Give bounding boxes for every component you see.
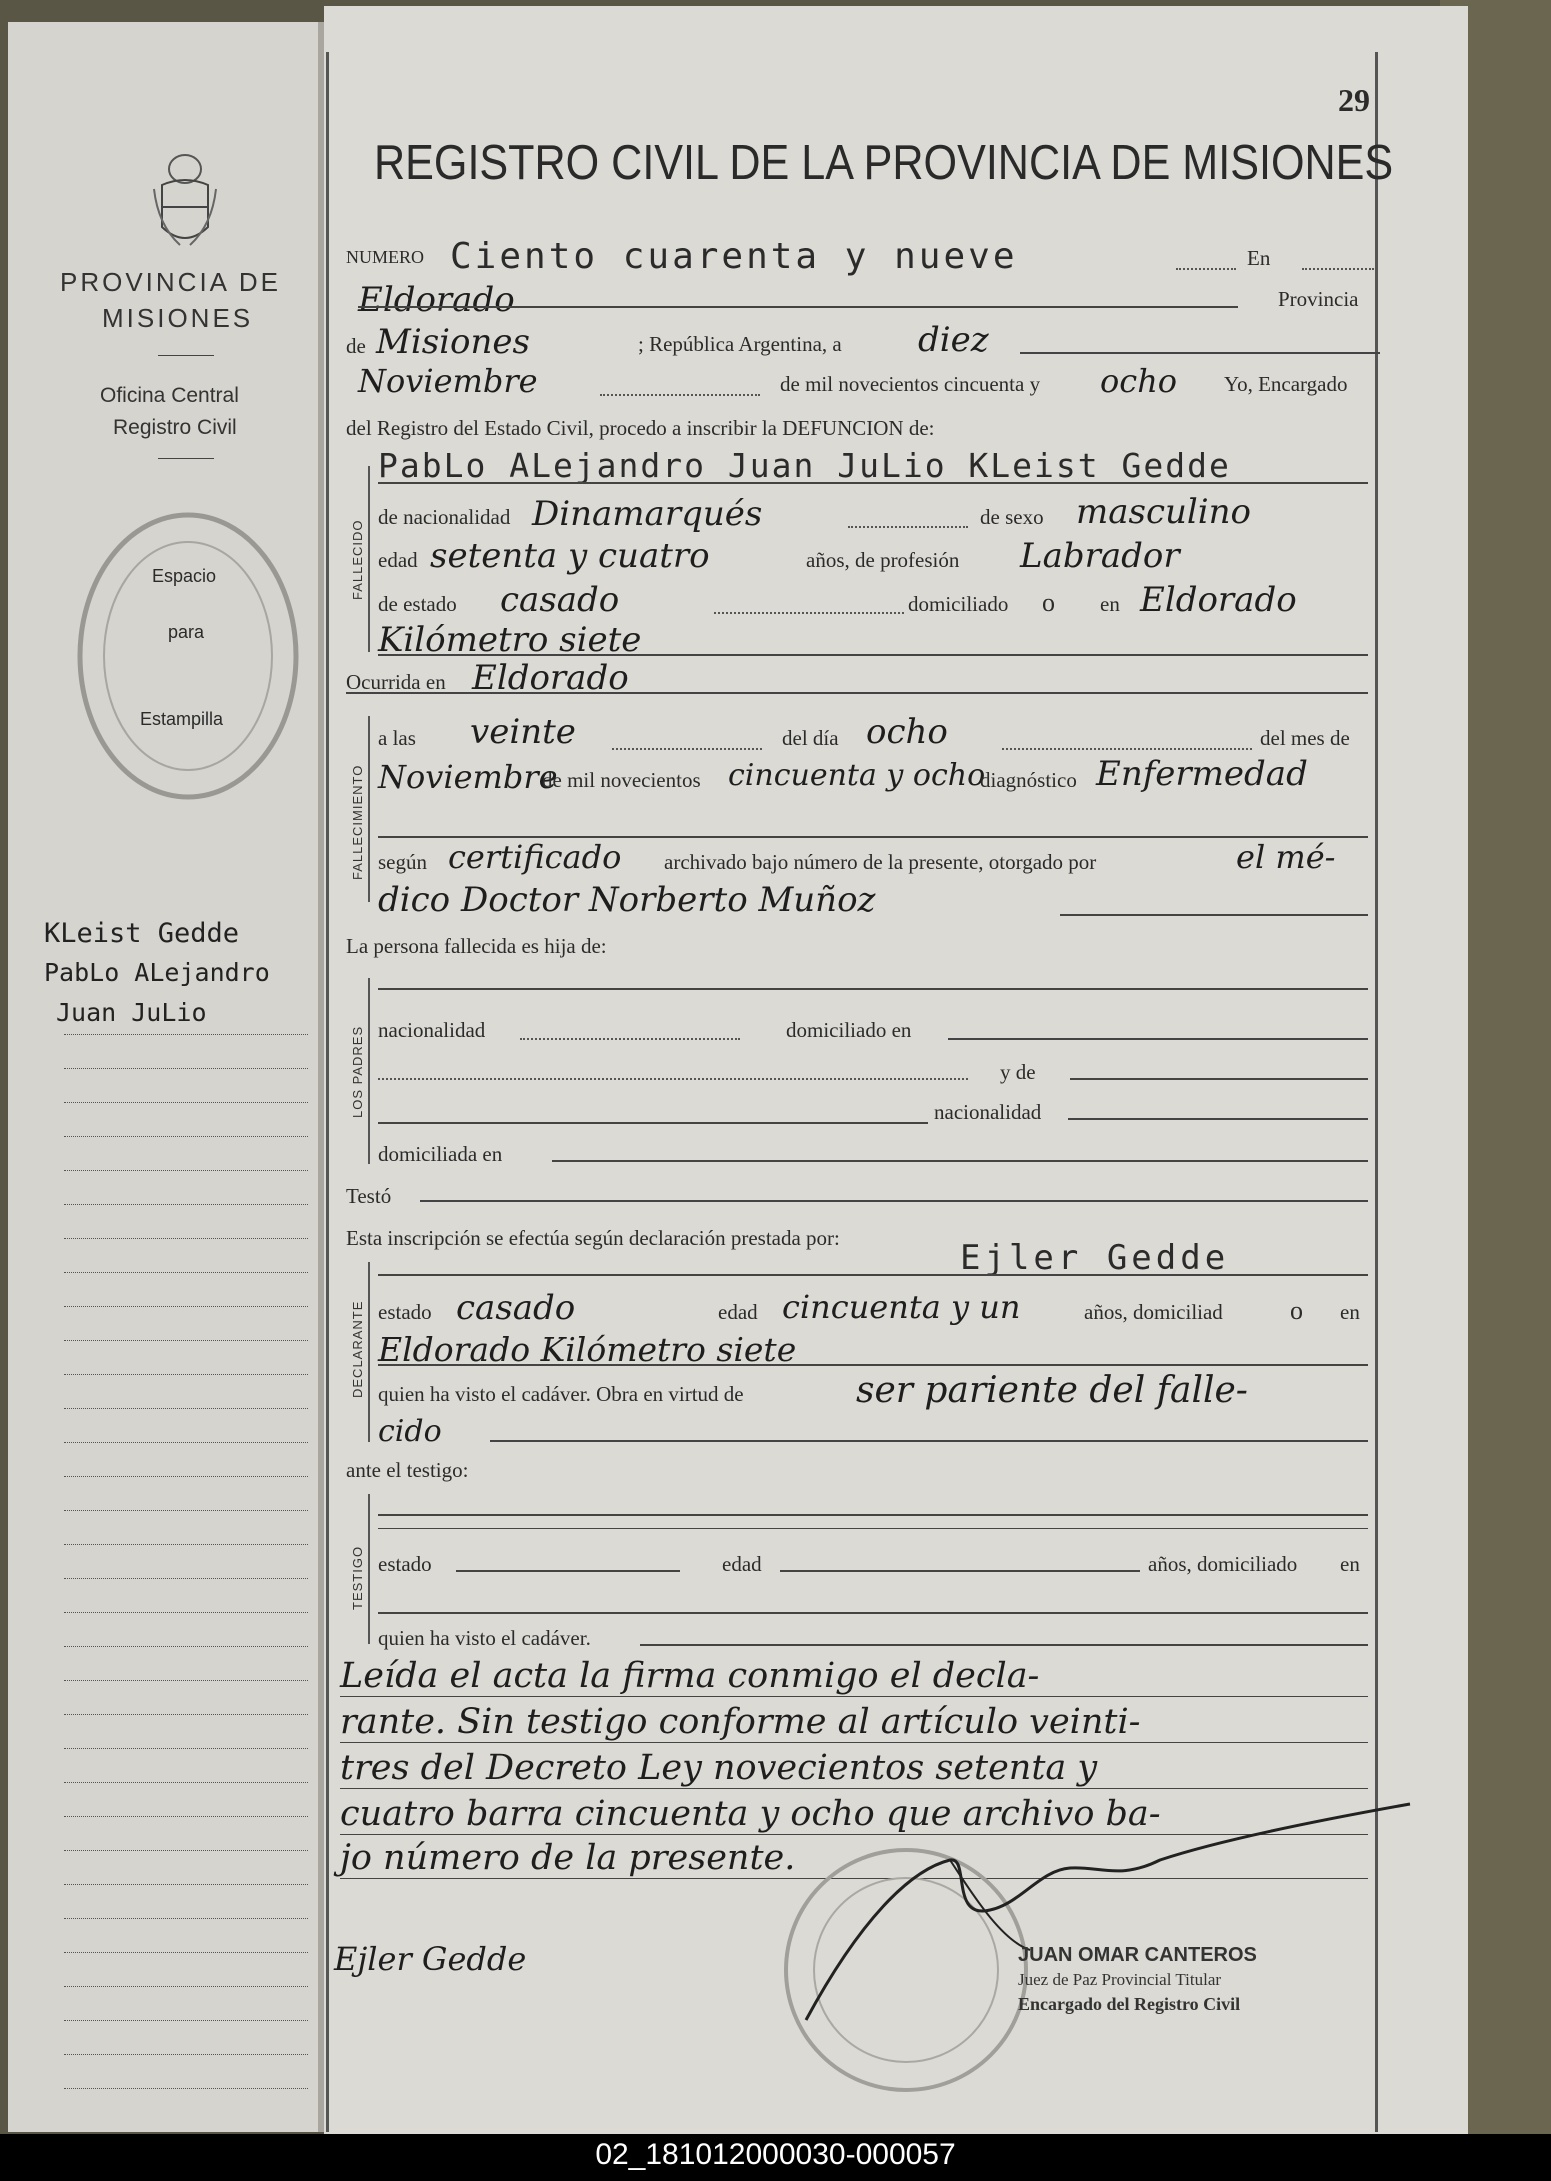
margin-ruled-line (64, 1238, 308, 1239)
diagnostico-value: Enfermedad (1096, 754, 1308, 794)
fallecido-side-label: FALLECIDO (350, 519, 365, 600)
fallecido-name: PabLo ALejandro Juan JuLio KLeist Gedde (378, 446, 1231, 485)
section-bracket (368, 1262, 370, 1442)
blank-line (378, 1612, 1368, 1614)
section-bracket (368, 978, 370, 1164)
edad-label: edad (378, 548, 418, 572)
blank-line (378, 1364, 1368, 1366)
blank-line (378, 654, 1368, 656)
lugar-value: Eldorado (358, 280, 515, 320)
domiciliado-o: o (1042, 588, 1055, 617)
mes-value: Noviembre (358, 362, 538, 400)
padres-nac2-label: nacionalidad (934, 1100, 1042, 1124)
stamp-text: Espacio (152, 566, 217, 586)
ocurrida-value: Eldorado (472, 658, 629, 698)
domicilio-value: Eldorado (1140, 580, 1297, 620)
margin-ruled-line (64, 1340, 308, 1341)
province-label: PROVINCIA DE (60, 267, 281, 297)
margin-ruled-line (64, 1306, 308, 1307)
leida-line: jo número de la presente. (340, 1838, 796, 1878)
inscripcion-label: Esta inscripción se efectúa según declaración prestada por: (346, 1226, 840, 1250)
juez-name: JUAN OMAR CANTEROS (1018, 1944, 1257, 1966)
margin-ruled-line (64, 1612, 308, 1613)
republica-label: ; República Argentina, a (638, 332, 842, 356)
del-mes-label: del mes de (1260, 726, 1350, 750)
blank-line (346, 692, 1368, 694)
domiciliado-label: domiciliado (908, 592, 1009, 616)
anio2-value: cincuenta y ocho (728, 758, 986, 793)
leida-line: Leída el acta la firma conmigo el decla- (340, 1656, 1040, 1696)
decl-domicilio: Eldorado Kilómetro siete (378, 1330, 797, 1369)
margin-name: KLeist Gedde (44, 918, 240, 949)
margin-ruled-line (64, 1374, 308, 1375)
certificado-value: certificado (448, 838, 622, 876)
encargado-label: Yo, Encargado (1224, 372, 1348, 396)
blank-line (848, 526, 968, 528)
anios-prof-label: años, de profesión (806, 548, 960, 572)
margin-ruled-line (64, 1204, 308, 1205)
blank-line (340, 1788, 1368, 1789)
margin-ruled-line (64, 1850, 308, 1851)
segun-label: según (378, 850, 427, 874)
ante-label: ante el testigo: (346, 1458, 469, 1482)
margin-ruled-line (64, 1272, 308, 1273)
decl-edad-value: cincuenta y un (782, 1288, 1021, 1326)
test-en-label: en (1340, 1552, 1360, 1576)
blank-line (1070, 1078, 1368, 1080)
margin-ruled-line (64, 1136, 308, 1137)
blank-line (600, 394, 760, 396)
declarante-side-label: DECLARANTE (350, 1300, 365, 1398)
margin-ruled-line (64, 2088, 308, 2089)
en-label: En (1247, 246, 1271, 270)
hora-value: veinte (470, 712, 576, 752)
blank-line (1060, 914, 1368, 916)
blank-line (378, 988, 1368, 990)
blank-line (948, 1038, 1368, 1040)
blank-line (420, 1200, 1368, 1202)
del-dia-label: del día (782, 726, 839, 750)
padres-nac-label: nacionalidad (378, 1018, 486, 1042)
margin-ruled-line (64, 1918, 308, 1919)
margin-ruled-line (64, 1884, 308, 1885)
margin-ruled-line (64, 1782, 308, 1783)
de-label: de (346, 334, 366, 358)
office-label-2: Registro Civil (113, 416, 237, 439)
margin-ruled-line (64, 1068, 308, 1069)
numero-label: NUMERO (346, 247, 425, 267)
office-label: Oficina Central (100, 384, 239, 407)
decl-anios-label: años, domiciliad (1084, 1300, 1223, 1324)
nacionalidad-label: de nacionalidad (378, 505, 511, 529)
margin-ruled-line (64, 1408, 308, 1409)
provincia-label: Provincia (1278, 287, 1359, 311)
firma-declarante: Ejler Gedde (334, 1940, 527, 1978)
profesion-value: Labrador (1020, 536, 1180, 576)
sexo-value: masculino (1076, 492, 1252, 532)
blank-line (378, 1528, 1368, 1529)
decl-en-label: en (1340, 1300, 1360, 1324)
ocurrida-label: Ocurrida en (346, 670, 446, 694)
margin-ruled-line (64, 1476, 308, 1477)
y-de-label: y de (1000, 1060, 1036, 1084)
section-bracket (368, 716, 370, 902)
test-quien-label: quien ha visto el cadáver. (378, 1626, 591, 1650)
blank-line (340, 1696, 1368, 1697)
margin-ruled-line (64, 1442, 308, 1443)
blank-line (456, 1570, 680, 1572)
stamp-seal (75, 510, 301, 802)
blank-line (490, 1440, 1368, 1442)
blank-line (612, 748, 762, 750)
stamp-text: Estampilla (140, 709, 224, 729)
margin-ruled-line (64, 1952, 308, 1953)
hija-label: La persona fallecida es hija de: (346, 934, 607, 958)
testo-label: Testó (346, 1184, 392, 1208)
decl-edad-label: edad (718, 1300, 758, 1324)
margin-ruled-line (64, 1170, 308, 1171)
nacionalidad-value: Dinamarqués (532, 494, 763, 534)
province-label-2: MISIONES (102, 303, 254, 333)
quien-label: quien ha visto el cadáver. Obra en virtud de (378, 1382, 744, 1406)
mes2-value: Noviembre (378, 758, 558, 796)
margin-ruled-line (64, 2054, 308, 2055)
divider (158, 355, 214, 356)
blank-line (1176, 268, 1236, 270)
blank-line (358, 306, 1238, 308)
decl-estado-label: estado (378, 1300, 432, 1324)
declarante-name: Ejler Gedde (960, 1238, 1230, 1278)
blank-line (640, 1644, 1368, 1646)
margin-name: Juan JuLio (56, 998, 207, 1027)
mil-label: de mil novecientos cincuenta y (780, 372, 1041, 396)
juez-title-2: Encargado del Registro Civil (1018, 1994, 1241, 2014)
margin-ruled-line (64, 1816, 308, 1817)
a-las-label: a las (378, 726, 416, 750)
blank-line (520, 1038, 740, 1040)
margin-ruled-line (64, 1578, 308, 1579)
juez-title: Juez de Paz Provincial Titular (1018, 1970, 1222, 1989)
test-anios-label: años, domiciliado (1148, 1552, 1298, 1576)
coat-of-arms-icon (150, 145, 220, 255)
obra-value-2: cido (378, 1414, 442, 1449)
otorgado-value-2: dico Doctor Norberto Muñoz (378, 880, 876, 920)
form-title: REGISTRO CIVIL DE LA PROVINCIA DE MISIONES (374, 136, 1394, 190)
blank-line (780, 1570, 1140, 1572)
anio-value: ocho (1100, 362, 1178, 400)
archivado-label: archivado bajo número de la presente, otorgado por (664, 850, 1097, 874)
section-bracket (368, 466, 370, 652)
provincia-value: Misiones (376, 322, 530, 362)
leida-line: rante. Sin testigo conforme al artículo veinti- (340, 1702, 1141, 1742)
leida-line: tres del Decreto Ley novecientos setenta y (340, 1748, 1098, 1788)
sexo-label: de sexo (980, 505, 1044, 529)
del-registro-text: del Registro del Estado Civil, procedo a inscribir la DEFUNCION de: (346, 416, 935, 440)
decl-estado-value: casado (456, 1288, 576, 1328)
en-label-2: en (1100, 592, 1120, 616)
blank-line (1002, 748, 1252, 750)
fallecimiento-side-label: FALLECIMIENTO (350, 764, 365, 880)
testigo-side-label: TESTIGO (350, 1545, 365, 1610)
image-caption: 02_181012000030-000057 (595, 2138, 956, 2171)
dia-value: diez (918, 320, 989, 360)
blank-line (340, 1742, 1368, 1743)
blank-line (714, 612, 904, 614)
margin-ruled-line (64, 1544, 308, 1545)
margin-ruled-line (64, 1034, 308, 1035)
divider (158, 458, 214, 459)
de-mil-label: de mil novecientos (542, 768, 701, 792)
blank-line (1068, 1118, 1368, 1120)
blank-line (552, 1160, 1368, 1162)
margin-ruled-line (64, 1646, 308, 1647)
decl-o: o (1290, 1296, 1303, 1325)
page-border (326, 52, 329, 2132)
padres-side-label: LOS PADRES (350, 1025, 365, 1118)
estado-label: de estado (378, 592, 457, 616)
dia2-value: ocho (866, 712, 948, 752)
domiciliada-label: domiciliada en (378, 1142, 503, 1166)
margin-name: PabLo ALejandro (44, 958, 270, 987)
margin-ruled-line (64, 1510, 308, 1511)
obra-value: ser pariente del falle- (856, 1370, 1248, 1411)
blank-line (378, 1078, 968, 1080)
margin-ruled-line (64, 1986, 308, 1987)
margin-ruled-line (64, 2020, 308, 2021)
margin-ruled-line (64, 1714, 308, 1715)
padres-dom-label: domiciliado en (786, 1018, 912, 1042)
estado-value: casado (500, 580, 620, 620)
otorgado-value: el mé- (1236, 838, 1336, 876)
test-edad-label: edad (722, 1552, 762, 1576)
blank-line (378, 482, 1368, 484)
diagnostico-label: diagnóstico (980, 768, 1077, 792)
section-bracket (368, 1494, 370, 1644)
margin-ruled-line (64, 1680, 308, 1681)
blank-line (378, 1274, 1368, 1276)
page-number: 29 (1338, 82, 1370, 118)
margin-ruled-line (64, 1102, 308, 1103)
blank-line (378, 1122, 928, 1124)
blank-line (378, 1514, 1368, 1516)
blank-line (1020, 352, 1380, 354)
leida-line: cuatro barra cincuenta y ocho que archivo ba- (340, 1794, 1161, 1834)
numero-value: Ciento cuarenta y nueve (450, 236, 1018, 277)
stamp-text: para (168, 622, 205, 642)
domicilio-value-2: Kilómetro siete (378, 620, 642, 660)
margin-ruled-line (64, 1748, 308, 1749)
test-estado-label: estado (378, 1552, 432, 1576)
edad-value: setenta y cuatro (430, 536, 710, 576)
blank-line (1302, 268, 1374, 270)
